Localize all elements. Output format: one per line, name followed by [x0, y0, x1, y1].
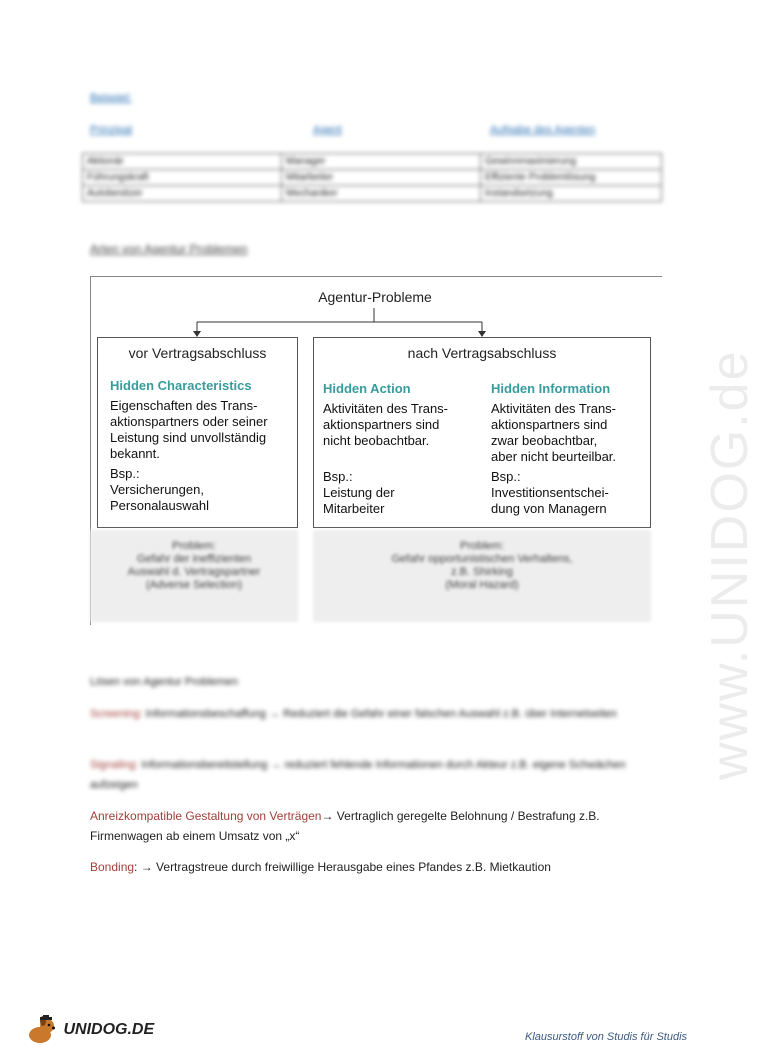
- problem-text-right: Problem: Gefahr opportunistischen Verhaltens, z.B. Shirking (Moral Hazard): [391, 540, 573, 591]
- dog-icon: [25, 1015, 59, 1045]
- footer-logo: [25, 1015, 154, 1045]
- solution-incentive: Anreizkompatible Gestaltung von Verträgen→ Vertraglich geregelte Belohnung / Bestrafung z.B. Firmenwagen ab einem Umsatz von „x“: [90, 809, 600, 843]
- diagram-root: Agentur-Probleme: [318, 289, 432, 305]
- text-hidden-characteristics: Eigenschaften des Trans- aktionspartners oder seiner Leistung sind unvollständig bekannt. Bsp.: Versicherungen, Personalauswahl: [110, 398, 268, 513]
- header-task: Aufgabe des Agenten: [490, 124, 596, 136]
- problem-band-left: [90, 530, 298, 622]
- table-cell: Mechaniker: [282, 186, 481, 202]
- text-hidden-information: Aktivitäten des Trans- aktionspartners sind zwar beobachtbar, aber nicht beurteilbar. Bsp.: Investitionsentschei- dung von Managern: [491, 401, 617, 516]
- header-agent: Agent: [313, 124, 342, 136]
- heading-hidden-action: Hidden Action: [323, 381, 411, 396]
- solution-bonding: Bonding: → Vertragstreue durch freiwillige Herausgabe eines Pfandes z.B. Mietkaution: [90, 860, 551, 874]
- text-hidden-action: Aktivitäten des Trans- aktionspartners sind nicht beobachtbar. Bsp.: Leistung der Mitarbeiter: [323, 401, 448, 516]
- heading-hidden-characteristics: Hidden Characteristics: [110, 378, 252, 393]
- table-cell: Effiziente Problemlösung: [481, 170, 662, 186]
- table-cell: Instandsetzung: [481, 186, 662, 202]
- table-cell: Führungskraft: [83, 170, 282, 186]
- table-cell: Manager: [282, 154, 481, 170]
- problem-band-right: [313, 530, 651, 622]
- heading-hidden-information: Hidden Information: [491, 381, 611, 396]
- header-principal: Prinzipal: [90, 124, 133, 136]
- section-title: Arten von Agentur Problemen: [90, 242, 248, 256]
- table-cell: Autobesitzer: [83, 186, 282, 202]
- footer-logo-text: UNIDOG.DE: [63, 1021, 155, 1039]
- solution-signaling: Signaling: Informationsbereitstellung → reduziert fehlende Informationen durch Akteur z.B. eigene Schwächen aufzeigen: [90, 759, 626, 791]
- table-cell: Mitarbeiter: [282, 170, 481, 186]
- solution-screening: Screening: Informationsbeschaffung → Reduziert die Gefahr einer falschen Auswahl z.B. über Internetseiten: [90, 708, 617, 720]
- table-cell: Gewinnmaximierung: [481, 154, 662, 170]
- problem-text-left: Problem: Gefahr der ineffizienten Auswahl d. Vertragspartner (Adverse Selection): [127, 540, 261, 591]
- box-before-label: vor Vertragsabschluss: [128, 345, 267, 361]
- example-title: Beispiel:: [90, 92, 132, 104]
- box-before-contract: [97, 337, 298, 369]
- box-after-contract: [313, 337, 651, 369]
- solutions-title: Lösen von Agentur Problemen: [90, 676, 238, 688]
- box-after-label: nach Vertragsabschluss: [407, 345, 557, 361]
- table-cell: Aktionär: [83, 154, 282, 170]
- watermark: www.UNIDOG.de: [701, 349, 759, 780]
- footer-tagline: Klausurstoff von Studis für Studis: [525, 1031, 688, 1043]
